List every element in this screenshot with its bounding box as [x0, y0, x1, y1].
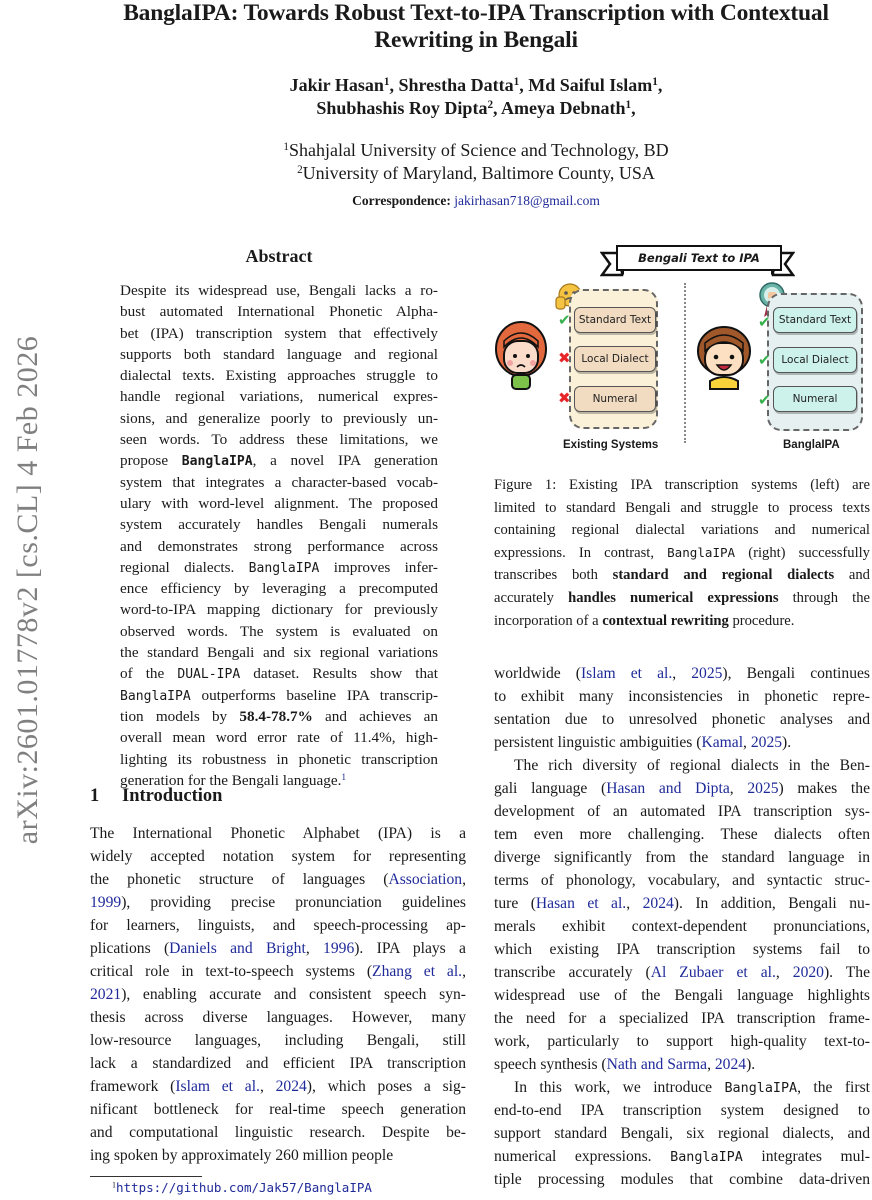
citation-link[interactable]: Islam et al. [175, 1078, 260, 1095]
text-line: In this work, we introduce BanglaIPA, the first [514, 1079, 870, 1096]
text-line: propose BanglaIPA, a novel IPA generation [120, 452, 438, 470]
cross-icon: ✖ [558, 389, 571, 407]
figure-1-caption [494, 474, 870, 632]
footnote-github-link[interactable]: https://github.com/Jak57/BanglaIPA [116, 1180, 372, 1195]
code-term: BanglaIPA [724, 1081, 798, 1096]
code-term: DUAL-IPA [177, 667, 241, 683]
text-line: The International Phonetic Alphabet (IPA) is a [90, 825, 466, 842]
text-line: transcribe accurately (Al Zubaer et al., 2020). The [494, 964, 871, 981]
text-line: speech synthesis (Nath and Sarma, 2024). [494, 1056, 756, 1073]
text-line: generation for the Bengali language.$^1$ [120, 771, 347, 789]
affil-mark: 1 [283, 140, 289, 153]
text-line: incorporation of a contextual rewriting procedure. [494, 612, 795, 629]
text-line: transcribes both standard and regional dialects and [494, 567, 870, 584]
text-line: of the DUAL-IPA dataset. Results show that [120, 665, 438, 683]
text-line: ture (Hasan et al., 2024). In addition, Bengali nu- [494, 895, 871, 912]
happy-boy-icon [694, 325, 754, 395]
banglaipa-label: BanglaIPA [783, 439, 840, 451]
citation-link[interactable]: 2025 [750, 734, 783, 751]
code-term: BanglaIPA [670, 1150, 743, 1165]
text-line: containing regional dialectal variations and numerical [494, 522, 870, 539]
text-line: supports both standard language and regional [120, 345, 438, 363]
text-line: terms of phonology, vocabulary, and syntactic struc- [494, 872, 870, 889]
abstract-body [120, 280, 438, 791]
text-line: which existing IPA transcription systems fail to [494, 941, 870, 958]
author-name: Shubhashis Roy Dipta [316, 98, 488, 118]
citation-link[interactable]: Hasan and Dipta [606, 780, 730, 797]
sad-girl-icon [490, 319, 552, 395]
section-title: Introduction [122, 786, 223, 806]
citation-link[interactable]: 2020 [792, 964, 824, 981]
affil-name: Shahjalal University of Science and Technology, BD [288, 140, 669, 160]
text-line: lighting its robustness in phonetic transcription [120, 750, 438, 768]
section-heading-introduction [90, 786, 222, 807]
citation-link[interactable]: Daniels and Bright [169, 940, 306, 957]
figure-1 [490, 243, 872, 465]
text-line: BanglaIPA outperforms baseline IPA transcrip- [120, 686, 438, 704]
text-line: work, particularly to support high-quality text-to- [494, 1033, 870, 1050]
existing-item-local-dialect: Local Dialect [574, 346, 656, 372]
banglaipa-item-standard-text: Standard Text [773, 307, 857, 333]
text-line: diverge significantly from the standard language in [494, 849, 870, 866]
existing-item-numeral: Numeral [574, 386, 656, 412]
text-line: Despite its widespread use, Bengali lacks a ro- [120, 282, 438, 299]
citation-link[interactable]: Kamal [701, 734, 744, 751]
text-line: plications (Daniels and Bright, 1996). IPA plays a [90, 940, 466, 957]
text-line: the need for a specialized IPA transcription frame- [494, 1010, 870, 1027]
author-affil-mark: 1 [383, 75, 390, 88]
affil-mark: 2 [297, 163, 303, 176]
cross-icon: ✖ [558, 349, 571, 367]
text-line: observed words. The system is evaluated on [120, 622, 438, 640]
text-line: persistent linguistic ambiguities (Kamal, 2025). [494, 734, 792, 751]
text-line: to exhibit many inconsistencies in phonetic repre- [494, 688, 870, 705]
code-term: BanglaIPA [120, 688, 191, 704]
author-list: Jakir Hasan$^1$, Shrestha Datta$^1$, Md Saiful Islam$^1$, Shubhashis Roy Dipta$^2$, Ameya Debnath$^1$, [289, 75, 663, 118]
correspondence-label: Correspondence: [352, 193, 451, 208]
text-line: thesis across diverse languages. However, many [90, 1009, 466, 1026]
citation-link[interactable]: 1999 [90, 894, 122, 911]
citation-link[interactable]: Nath and Sarma [606, 1056, 708, 1073]
citation-link[interactable]: 2024 [642, 895, 674, 912]
arxiv-stamp [2, 280, 54, 900]
citation-link[interactable]: 2024 [275, 1078, 307, 1095]
text-line: expressions. In contrast, BanglaIPA (right) successfully [494, 544, 870, 561]
text-line: bust automated International Phonetic Alpha- [120, 303, 438, 321]
affiliations [80, 139, 872, 185]
affiliation-2 [80, 162, 872, 185]
title-line-2: Rewriting in Bengali [374, 27, 578, 53]
text-line: and computational linguistic research. Despite be- [90, 1124, 466, 1141]
abstract-heading: Abstract [245, 246, 313, 266]
text-line: ulary with word-level alignment. The proposed [120, 494, 438, 512]
text-line: the standard Bengali and six regional variations [120, 644, 438, 662]
text-line: tem even more challenging. These dialects often [494, 826, 870, 843]
text-line: Figure 1: Existing IPA transcription systems (left) are [494, 477, 870, 493]
text-line: 1999), providing precise pronunciation guidelines [90, 894, 466, 911]
author-affil-mark: 1 [625, 98, 632, 111]
text-line: worldwide (Islam et al., 2025), Bengali continues [494, 665, 870, 682]
footnote-divider [90, 1176, 202, 1177]
text-line: framework (Islam et al., 2024), which poses a sig- [90, 1078, 466, 1095]
text-line: development of an automated IPA transcription sys- [494, 803, 870, 820]
citation-link[interactable]: Islam et al. [580, 665, 673, 682]
text-line: dialectal texts. Existing approaches struggle to [120, 367, 438, 385]
affiliation-1 [80, 139, 872, 162]
footnote [112, 1180, 372, 1196]
introduction-left-column [90, 822, 466, 1167]
figure-divider [684, 283, 686, 443]
text-line: numerical expressions. BanglaIPA integrates mul- [494, 1148, 870, 1165]
title-line-1: BanglaIPA: Towards Robust Text-to-IPA Transcription with Contextual [123, 0, 829, 26]
text-line: low-resource languages, including Bengali, still [90, 1032, 466, 1049]
introduction-right-column [494, 662, 870, 1191]
text-line: seen words. To address these limitations, we [120, 431, 438, 449]
text-line: accurately handles numerical expressions through the [494, 589, 870, 606]
text-line: lack a standardized and efficient IPA transcription [90, 1055, 466, 1072]
text-line: The rich diversity of regional dialects in the Ben- [514, 757, 870, 774]
arxiv-id-text: arXiv:2601.01778v2 [cs.CL] 4 Feb 2026 [11, 335, 44, 845]
bold-text: handles numerical expressions [568, 589, 779, 606]
text-line: regional dialects. BanglaIPA improves infer- [120, 558, 438, 576]
author-name: Ameya Debnath [501, 98, 626, 118]
text-line: 2021), enabling accurate and consistent speech syn- [90, 986, 466, 1003]
text-line: support standard Bengali, six regional dialects, and [494, 1125, 870, 1142]
text-line: ing spoken by approximately 260 million people [90, 1147, 394, 1164]
author-affil-mark: 1 [652, 75, 658, 88]
text-line: end-to-end IPA transcription system designed to [494, 1102, 870, 1119]
footnote-ref-link[interactable]: 1 [341, 772, 347, 783]
code-term: BanglaIPA [667, 544, 736, 560]
check-icon: ✔ [558, 311, 571, 329]
banglaipa-item-numeral: Numeral [773, 386, 857, 412]
text-line: merals exhibit context-dependent pronunciations, [494, 918, 870, 935]
correspondence-email-link[interactable]: jakirhasan718@gmail.com [454, 193, 600, 208]
code-term: BanglaIPA [248, 560, 320, 576]
citation-link[interactable]: 2024 [714, 1056, 747, 1073]
check-icon: ✔ [758, 351, 771, 369]
existing-item-standard-text: Standard Text [574, 307, 656, 333]
citation-link[interactable]: 2025 [747, 780, 779, 797]
text-line: handle regional variations, numerical expres- [120, 388, 438, 406]
paper-title [80, 0, 872, 54]
text-line: overall mean word error rate of 11.4%, high- [120, 729, 438, 747]
text-line: system accurately handles Bengali numerals [120, 516, 438, 534]
banglaipa-item-local-dialect: Local Dialect [773, 347, 857, 373]
author-name: Jakir Hasan [289, 75, 384, 95]
text-line: for learners, linguists, and speech-processing ap- [90, 917, 466, 934]
author-name: Shrestha Datta [398, 75, 514, 95]
correspondence [80, 192, 872, 210]
code-term-bold: BanglaIPA [181, 454, 253, 470]
text-line: critical role in text-to-speech systems (Zhang et al., [90, 963, 466, 980]
author-affil-mark: 2 [487, 98, 494, 111]
citation-link[interactable]: 2025 [691, 665, 723, 682]
check-icon: ✔ [758, 313, 771, 331]
text-line: the phonetic structure of languages (Association, [90, 871, 466, 888]
text-line: widespread use of the Bengali language highlights [494, 987, 870, 1004]
text-line: sions, and generalize poorly to previously un- [120, 409, 438, 427]
text-line: widely accepted notation system for representing [90, 848, 466, 865]
citation-link[interactable]: Zhang et al. [372, 963, 463, 980]
text-line: nificant bottleneck for real-time speech generation [90, 1101, 466, 1118]
author-affil-mark: 1 [513, 75, 520, 88]
existing-systems-label: Existing Systems [563, 439, 659, 451]
citation-link[interactable]: Hasan et al. [535, 895, 627, 912]
section-number: 1 [90, 786, 100, 806]
citation-link[interactable]: Association [388, 871, 463, 888]
banner-text: Bengali Text to IPA [616, 245, 782, 271]
bold-text: standard and regional dialects [612, 567, 835, 584]
text-line: ence efficiency by leveraging a precomputed [120, 580, 438, 598]
author-name: Md Saiful Islam [528, 75, 653, 95]
text-line: gali language (Hasan and Dipta, 2025) makes the [494, 780, 870, 797]
text-line: limited to standard Bengali and struggle to process texts [494, 499, 870, 516]
text-line: bet (IPA) transcription system that effectively [120, 324, 438, 342]
text-line: system that integrates a character-based vocab- [120, 473, 438, 491]
citation-link[interactable]: 2021 [90, 986, 122, 1003]
check-icon: ✔ [758, 391, 771, 409]
text-line: and demonstrates strong performance across [120, 537, 438, 555]
citation-link[interactable]: 1996 [323, 940, 355, 957]
text-line: tiple processing modules that combine data-driven [494, 1171, 870, 1188]
text-line: tion models by 58.4-78.7% and achieves an [120, 707, 439, 725]
citation-link[interactable]: Al Zubaer et al. [650, 964, 776, 981]
bold-text: contextual rewriting [602, 612, 729, 629]
footnote-mark: 1 [112, 1180, 117, 1190]
text-line: sentation due to unresolved phonetic analyses and [494, 711, 870, 728]
affil-name: University of Maryland, Baltimore County, USA [302, 163, 655, 183]
figure-banner [600, 245, 795, 275]
bold-text: 58.4-78.7% [239, 707, 313, 725]
text-line: word-to-IPA mapping dictionary for previously [120, 601, 438, 619]
